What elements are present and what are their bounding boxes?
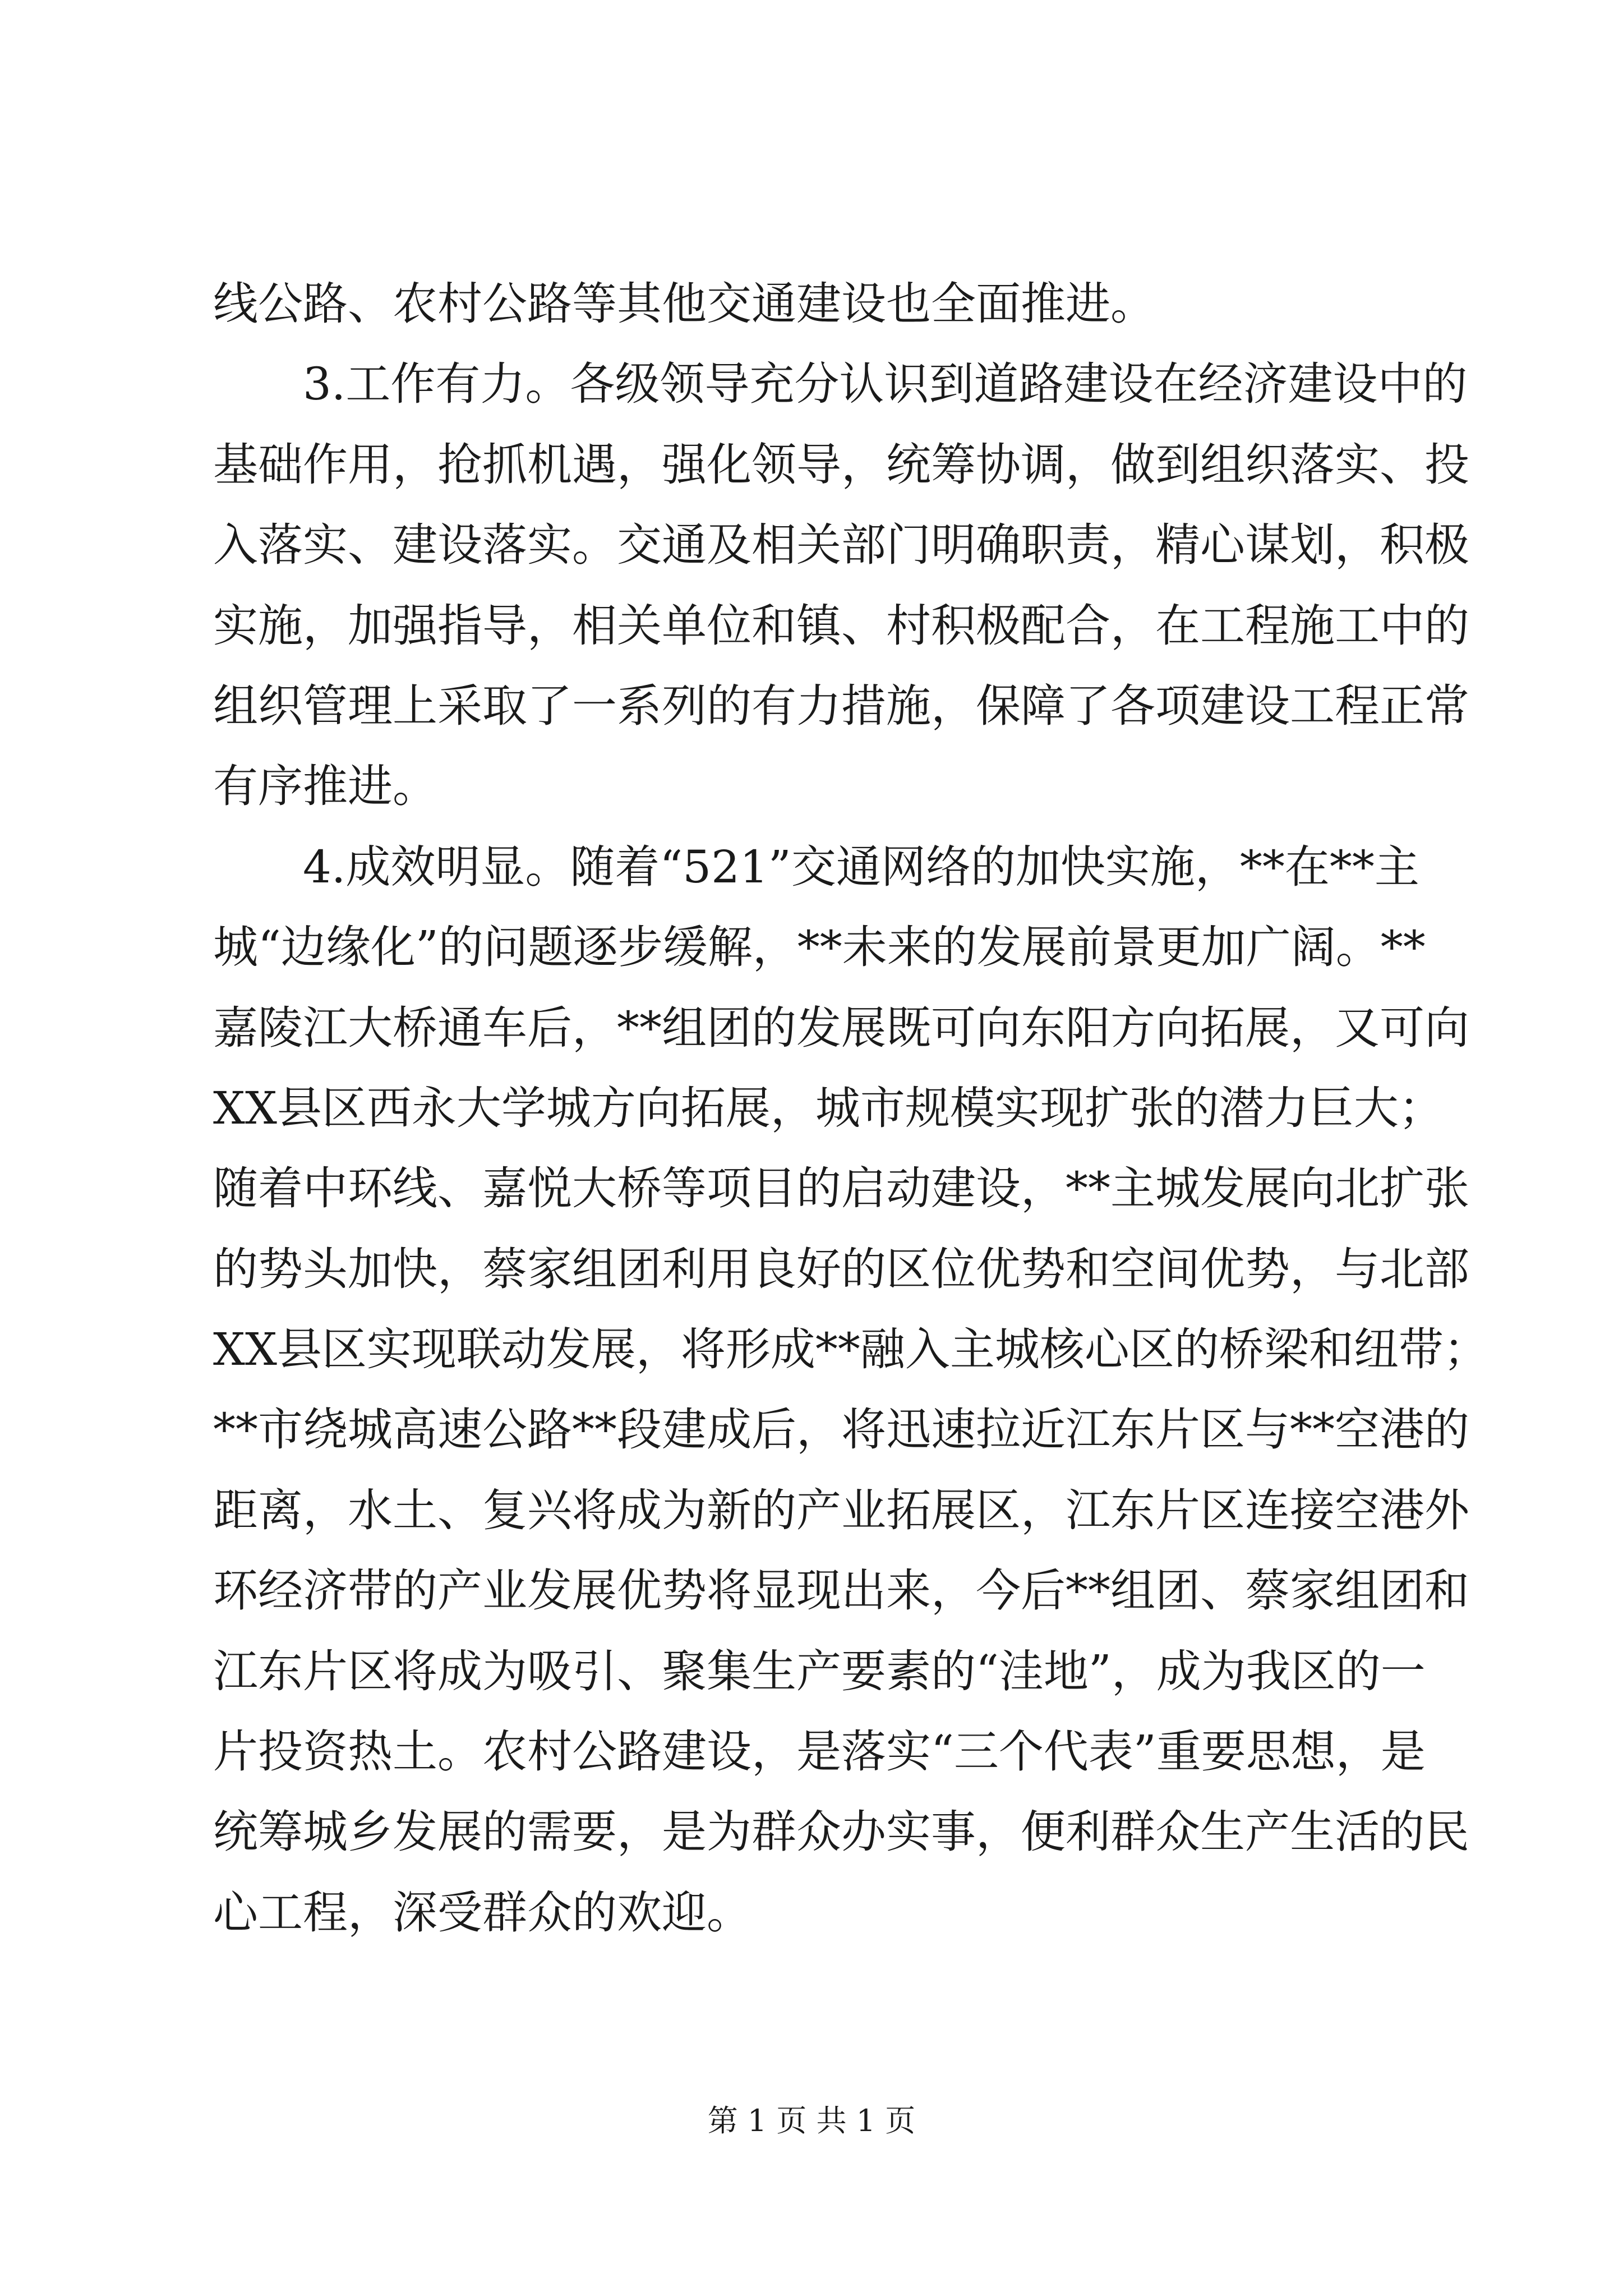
text-line: 的势头加快，蔡家组团利用良好的区位优势和空间优势，与北部 [213, 1243, 1469, 1295]
text-line: 组织管理上采取了一系列的有力措施，保障了各项建设工程正常 [213, 679, 1469, 732]
text-line: XX县区西永大学城方向拓展，城市规模实现扩张的潜力巨大； [213, 1082, 1444, 1134]
text-line: 心工程，深受群众的欢迎。 [213, 1886, 751, 1939]
text-line: 距离，水土、复兴将成为新的产业拓展区，江东片区连接空港外 [213, 1484, 1469, 1536]
text-line: XX县区实现联动发展，将形成**融入主城核心区的桥梁和纽带； [213, 1323, 1488, 1376]
text-line: 线公路、农村公路等其他交通建设也全面推进。 [213, 278, 1155, 330]
text-line: 统筹城乡发展的需要，是为群众办实事，便利群众生产生活的民 [213, 1806, 1469, 1858]
text-line: 城“边缘化”的问题逐步缓解，**未来的发展前景更加广阔。** [213, 921, 1426, 974]
text-line: 随着中环线、嘉悦大桥等项目的启动建设，**主城发展向北扩张 [213, 1162, 1469, 1215]
text-line: 基础作用，抢抓机遇，强化领导，统筹协调，做到组织落实、投 [213, 438, 1469, 491]
page-footer: 第 1 页 共 1 页 [707, 2103, 916, 2138]
text-line: 嘉陵江大桥通车后，**组团的发展既可向东阳方向拓展，又可向 [213, 1001, 1469, 1054]
text-line: 有序推进。 [213, 760, 437, 813]
text-line: 入落实、建设落实。交通及相关部门明确职责，精心谋划，积极 [213, 519, 1469, 572]
text-line: 片投资热土。农村公路建设，是落实“三个代表”重要思想，是 [213, 1726, 1426, 1778]
body-text [213, 264, 1488, 1953]
text-line: 实施，加强指导，相关单位和镇、村积极配合，在工程施工中的 [213, 599, 1469, 652]
text-line: 3.工作有力。各级领导充分认识到道路建设在经济建设中的 [303, 358, 1468, 411]
text-line: 4.成效明显。随着“521”交通网络的加快实施，**在**主 [303, 840, 1419, 893]
text-line: 环经济带的产业发展优势将显现出来，今后**组团、蔡家组团和 [213, 1565, 1469, 1617]
text-line: **市绕城高速公路**段建成后，将迅速拉近江东片区与**空港的 [213, 1404, 1469, 1456]
text-line: 江东片区将成为吸引、聚集生产要素的“洼地”，成为我区的一 [213, 1645, 1426, 1697]
